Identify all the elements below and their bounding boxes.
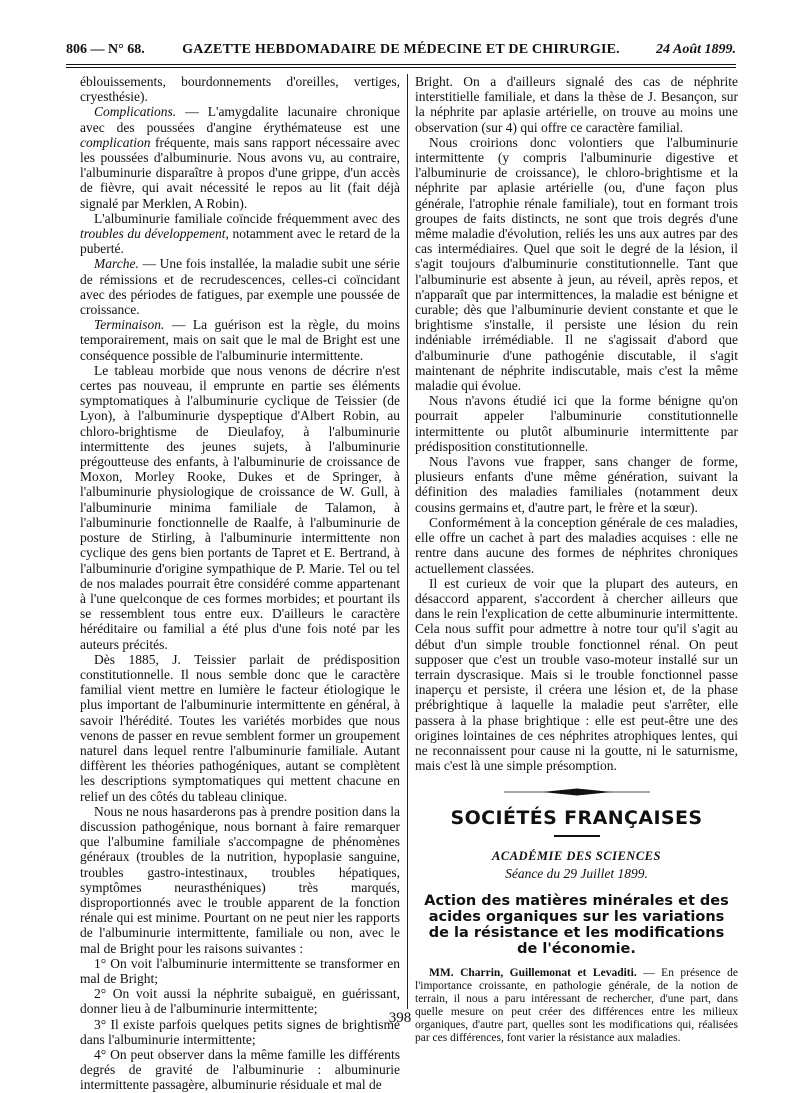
paragraph: Nous l'avons vue frapper, sans changer de forme, plusieurs enfants d'une même génération, suivant la définition des maladies familiales (notamment deux cousins germains et, d'autre part, le frère et la sœur). — [415, 454, 738, 515]
paragraph: Le tableau morbide que nous venons de décrire n'est certes pas nouveau, il emprunte en partie ses éléments symptomatiques à l'albuminurie cyclique de Teissier (de Lyon), à l'albuminurie dyspeptique d'Albert Robin, au chloro-brightisme de Dieulafoy, à l'albuminurie intermittente des jeunes sujets, à l'albuminurie prégoutteuse des enfants, à l'albuminurie de croissance de Moxon, Morley Rooke, Dukes et de Springer, à l'albuminurie physiologique de croissance de W. Gull, à l'albuminurie minima familiale de Talamon, à l'albuminurie fonctionnelle de Raalfe, à l'albuminurie de posture de Stirling, à l'albuminurie intermittente non cyclique des gens bien portants de Tapret et E. Bertrand, à l'albuminurie d'origine sympathique de P. Marie. Tel ou tel de nos malades pourrait être considéré comme appartenant à l'une quelconque de ces formes morbides; et pourtant ils se ressemblent tous entre eux. D'ailleurs le caractère héréditaire ou familial a été plus d'une fois noté par les auteurs précités. — [80, 362, 400, 652]
title-rule — [554, 835, 600, 837]
journal-title: GAZETTE HEBDOMADAIRE DE MÉDECINE ET DE CHIRURGIE. — [182, 42, 620, 57]
section-label: Marche. — [94, 256, 139, 272]
paragraph: Nous ne nous hasarderons pas à prendre position dans la discussion pathogénique, nous bornant à faire remarquer que l'albumine familiale s'accompagne de phénomènes généraux (troubles de la nutrition, hypoplasie sanguine, troubles gastro-intestinaux, troubles hépatiques, symptômes neurasthéniques) très marqués, disproportionnés avec le trouble apparent de la fonction rénale qui est minime. Pourtant on ne peut nier les rapports de l'albuminurie intermittente, familiale ou non, avec le mal de Bright pour les raisons suivantes : — [80, 803, 400, 956]
column-divider — [407, 74, 408, 1009]
paragraph: Il est curieux de voir que la plupart des auteurs, en désaccord apparent, s'accordent à chercher ailleurs que dans le rein l'explication de cette albuminurie intermittente. Cela nous suffit pour admettre à notre tour qu'il s'agit au début d'un simple trouble fonctionnel rénal. On peut supposer que c'est un trouble vaso-moteur installé sur un terrain dyscrasique. Mais si le trouble fonctionnel passe inaperçu et persiste, il créera une lésion et, de la phase prébrightique à laquelle la maladie peut s'arrêter, elle passera à la phase brightique : elle est peut-être une des origines lointaines de ces néphrites atrophiques lentes, qui ne reconnaissent pour cause ni la goutte, ni le saturnisme, mais c'est là une simple présomption. — [415, 575, 738, 774]
section-label: Complications. — [94, 104, 177, 120]
article-abstract: MM. Charrin, Guillemonat et Levaditi. — En présence de l'importance croissante, en pathologie générale, de la notion de terrain, il nous a paru intéressant de rechercher, d'une part, dans quelle mesure on peut créer des différences entre les milieux organiques, d'autre part, quelles sont les modifications qui, réalisées par ces différences, font varier la résistance aux maladies. — [415, 966, 738, 1044]
academy-heading: ACADÉMIE DES SCIENCES — [492, 848, 661, 863]
left-column — [80, 74, 400, 1093]
page-number: 398 — [388, 1010, 412, 1026]
ornament-divider-icon — [502, 787, 652, 797]
session-date: Séance du 29 Juillet 1899. — [505, 865, 648, 881]
paragraph: Dès 1885, J. Teissier parlait de prédisposition constitutionnelle. Il nous semble donc que le caractère familial vient mettre en lumière le facteur étiologique le plus important de l'albuminurie intermittente en général, à savoir l'hérédité. Toutes les variétés morbides que nous venons de passer en revue semblent former un groupement naturel dans lequel rentre l'albuminurie familiale. Autant diffèrent les théories pathogéniques, autant se complètent les descriptions symptomatiques qui mettent chacune en relief un des côtés du tableau clinique. — [80, 651, 400, 804]
authors: MM. Charrin, Guillemonat et Levaditi. — [429, 966, 637, 979]
page-reference: 806 — N° 68. — [66, 42, 145, 57]
header-rule — [66, 64, 736, 65]
paragraph-marche: Marche. — Une fois installée, la maladie subit une série de rémissions et de recrudescences, celles-ci coïncidant avec des périodes de fatigues, par exemple une poussée de croissance. — [80, 256, 400, 318]
issue-date: 24 Août 1899. — [656, 42, 736, 57]
article-title: Action des matières minérales et des acides organiques sur les variations de la résistance et les modifications de l'économie. — [424, 892, 729, 957]
paragraph-terminaison: Terminaison. — La guérison est la règle, du moins temporairement, mais on sait que le mal de Bright est une conséquence possible de l'albuminurie intermittente. — [80, 317, 400, 363]
list-item: 4° On peut observer dans la même famille les différents degrés de gravité de l'albuminurie : albuminurie intermittente passagère, albuminurie résiduale et mal de — [80, 1047, 400, 1093]
header-rule-thin — [66, 67, 736, 68]
paragraph: éblouissements, bourdonnements d'oreilles, vertiges, cryesthésie). — [80, 74, 400, 105]
right-column — [415, 74, 738, 1045]
section-label: Terminaison. — [94, 317, 165, 333]
paragraph: Conformément à la conception générale de ces maladies, elle offre un cachet à part des maladies acquises : elle ne rentre dans aucune des formes de néphrites chroniques actuellement classées. — [415, 514, 738, 576]
section-title: SOCIÉTÉS FRANÇAISES — [450, 807, 703, 830]
running-header — [66, 42, 736, 64]
paragraph-complications: Complications. — L'amygdalite lacunaire chronique avec des poussées d'angine érythémateuse est une complication fréquente, mais sans rapport nécessaire avec les poussées d'albuminurie. Nous avons vu, au contraire, l'albuminurie disparaître à propos d'une grippe, d'un accès de fièvre, qui avait nécessité le repos au lit (fait déjà signalé par Merklen, A Robin). — [80, 104, 400, 211]
list-item: 1° On voit l'albuminurie intermittente se transformer en mal de Bright; — [80, 955, 400, 986]
paragraph: Nous n'avons étudié ici que la forme bénigne qu'on pourrait appeler l'albuminurie constitutionnelle intermittente ou plutôt albuminurie intermittente par prédisposition constitutionnelle. — [415, 393, 738, 454]
paragraph: L'albuminurie familiale coïncide fréquemment avec des troubles du développement, notamment avec le retard de la puberté. — [80, 210, 400, 257]
list-item: 3° Il existe parfois quelques petits signes de brightisme dans l'albuminurie intermittente; — [80, 1016, 400, 1047]
paragraph: Nous croirions donc volontiers que l'albuminurie intermittente (y compris l'albuminurie digestive et l'albuminurie de croissance), le chloro-brightisme et la néphrite par aplasie artérielle (ou, d'une façon plus générale, l'atrophie rénale familiale), tout en formant trois groupes de faits distincts, ne sont que trois degrés d'une même maladie d'évolution, reliés les uns aux autres par des cas intermédiaires. Quel que soit le degré de la lésion, il s'agit toujours d'albuminurie constitutionnelle. Tant que l'albuminurie est absente à jeun, au réveil, après repos, et n'apparaît que par intermittences, la maladie est bénigne et curable; dès que l'albuminurie devient constante et que le brightisme s'installe, il persiste une lésion du rein indéniable irrémédiable. Il ne s'agissait d'abord que d'albuminurie d'une pathogénie discutable, il s'agit maintenant de néphrite indiscutable, mais c'est la même maladie qui évolue. — [415, 134, 738, 394]
paragraph: Bright. On a d'ailleurs signalé des cas de néphrite interstitielle familiale, et dans la thèse de J. Besançon, sur la néphrite par aplasie artérielle, on trouve au moins une observation (sur 4) qui offre ce caractère familial. — [415, 74, 738, 135]
list-item: 2° On voit aussi la néphrite subaiguë, en guérissant, donner lieu à de l'albuminurie intermittente; — [80, 986, 400, 1017]
